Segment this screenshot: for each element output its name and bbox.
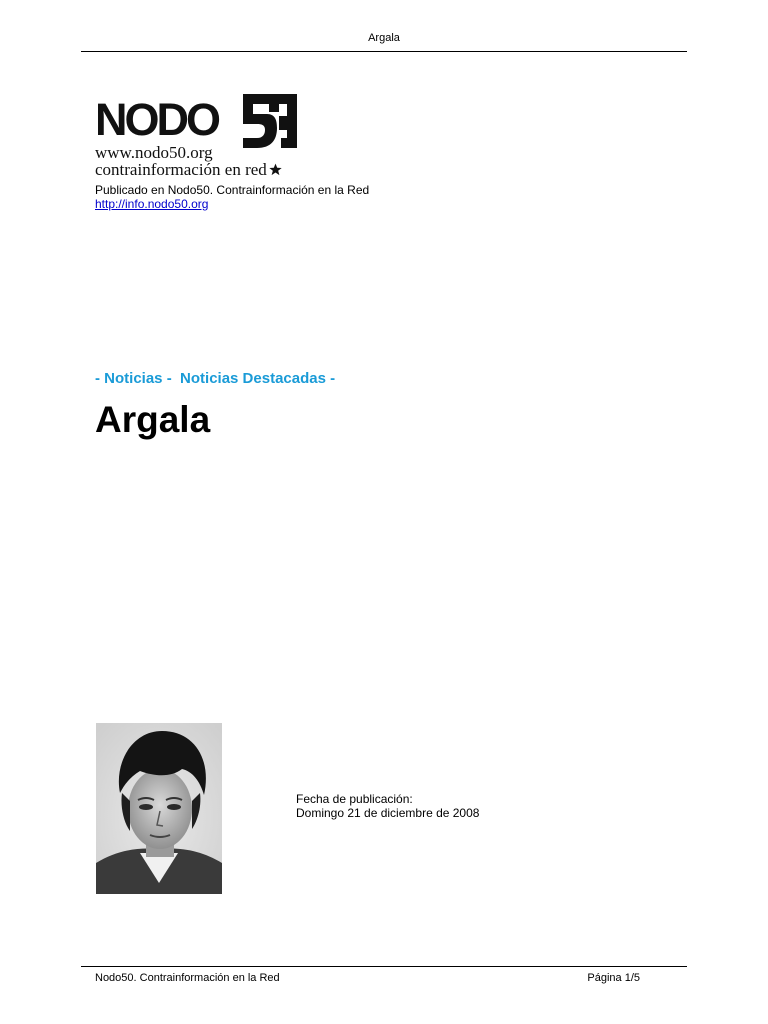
- star-icon: [269, 163, 282, 176]
- logo-url: www.nodo50.org: [95, 143, 213, 162]
- header-title: Argala: [368, 32, 400, 44]
- article-title: Argala: [95, 399, 211, 440]
- logo-wordmark: NODO: [95, 94, 218, 145]
- logo-50-mark: [241, 92, 299, 150]
- running-footer: [81, 966, 687, 988]
- publisher-link[interactable]: http://info.nodo50.org: [95, 197, 209, 211]
- footer-publisher: Nodo50. Contrainformación en la Red: [95, 972, 280, 984]
- publication-date-value: Domingo 21 de diciembre de 2008: [296, 806, 480, 820]
- breadcrumb-noticias-link[interactable]: Noticias: [104, 370, 163, 387]
- breadcrumb-suffix: -: [325, 370, 336, 387]
- running-header: [81, 28, 687, 52]
- published-in-text: Publicado en Nodo50. Contrainformación en la Red: [95, 183, 370, 197]
- page-number: Página 1/5: [587, 972, 640, 984]
- nodo50-logo[interactable]: [95, 92, 325, 182]
- logo-tagline-text: contrainformación en red: [95, 160, 267, 179]
- publication-date-label: Fecha de publicación:: [296, 792, 413, 806]
- section-breadcrumb: [95, 370, 335, 388]
- logo-tagline: [95, 161, 282, 179]
- breadcrumb-separator: -: [162, 370, 181, 387]
- breadcrumb-destacadas-link[interactable]: Noticias Destacadas: [180, 370, 326, 387]
- portrait-photo: [96, 723, 222, 894]
- breadcrumb-prefix: -: [95, 370, 105, 387]
